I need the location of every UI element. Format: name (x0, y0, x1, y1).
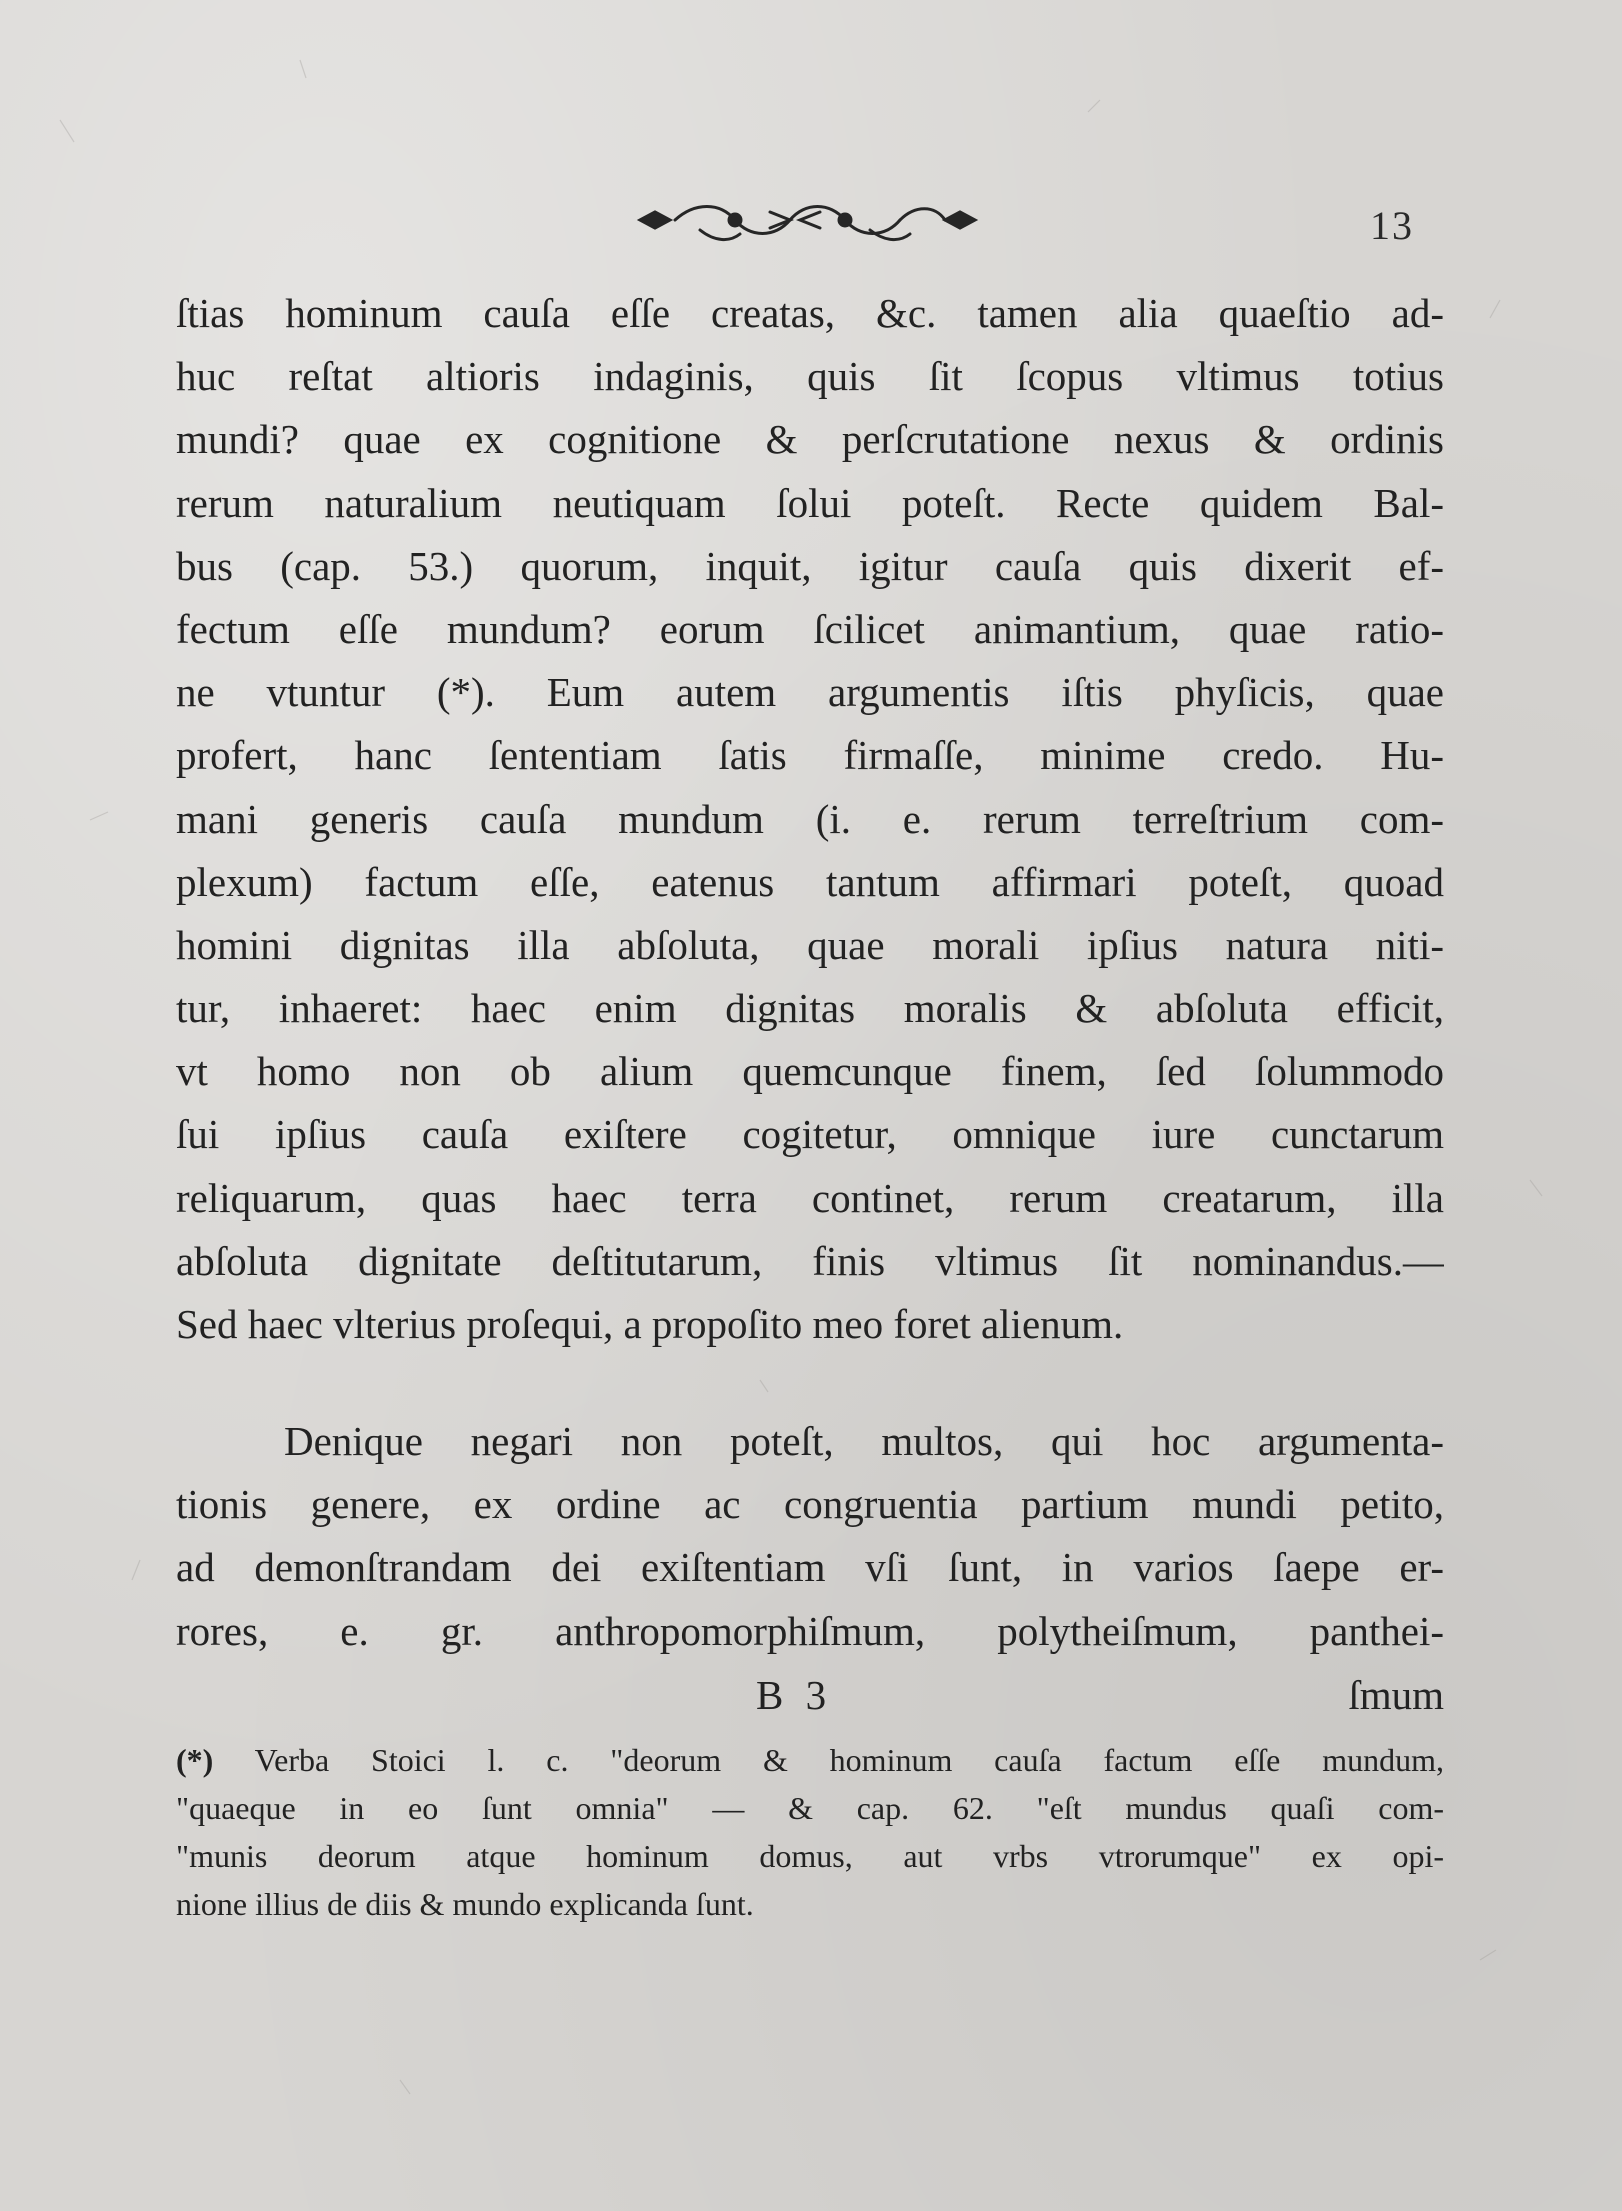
text-line: bus (cap. 53.) quorum, inquit, igitur cauſa quis dixerit ef- (176, 542, 1444, 589)
text-line: Denique negari non poteſt, multos, qui hoc argumenta- (284, 1418, 1444, 1464)
text-line: fectum eſſe mundum? eorum ſcilicet animantium, quae ratio- (176, 605, 1444, 652)
text-line: rerum naturalium neutiquam ſolui poteſt. Recte quidem Bal- (176, 479, 1444, 526)
footnote-marker: (*) (176, 1742, 214, 1778)
text-line: huc reſtat altioris indaginis, quis ſit ſcopus vltimus totius (176, 353, 1444, 400)
paragraph-2 (176, 1410, 1444, 1663)
text-line: ad demonſtrandam dei exiſtentiam vſi ſunt, in varios ſaepe er- (176, 1544, 1444, 1591)
footnote-text: Verba Stoici l. c. "deorum & hominum cauſa factum eſſe mundum, (213, 1742, 1444, 1778)
text-line: rores, e. gr. anthropomorphiſmum, polytheiſmum, panthei- (176, 1607, 1444, 1654)
page-header (0, 180, 1622, 260)
text-line: ſui ipſius cauſa exiſtere cogitetur, omnique iure cunctarum (176, 1111, 1444, 1158)
text-line: ne vtuntur (*). Eum autem argumentis iſtis phyſicis, quae (176, 669, 1444, 716)
footnote-line (176, 1736, 1444, 1784)
text-line: homini dignitas illa abſoluta, quae morali ipſius natura niti- (176, 921, 1444, 968)
text-line: ſtias hominum cauſa eſſe creatas, &c. tamen alia quaeſtio ad- (176, 290, 1444, 336)
text-line: tionis genere, ex ordine ac congruentia partium mundi petito, (176, 1481, 1444, 1528)
text-line: reliquarum, quas haec terra continet, rerum creatarum, illa (176, 1174, 1444, 1221)
text-line: vt homo non ob alium quemcunque finem, ſed ſolummodo (176, 1048, 1444, 1095)
text-line: abſoluta dignitate deſtitutarum, finis vltimus ſit nominandus.— (176, 1237, 1444, 1284)
text-line: mundi? quae ex cognitione & perſcrutatione nexus & ordinis (176, 416, 1444, 463)
printers-ornament-icon (620, 190, 980, 250)
footnote-line: nione illius de diis & mundo explicanda ſunt. (176, 1886, 754, 1922)
text-line: tur, inhaeret: haec enim dignitas moralis & abſoluta efficit, (176, 985, 1444, 1032)
footnote-line: "munis deorum atque hominum domus, aut vrbs vtrorumque" ex opi- (176, 1838, 1444, 1874)
signature-line (176, 1664, 1444, 1727)
text-line: Sed haec vlterius proſequi, a propoſito meo foret alienum. (176, 1301, 1124, 1347)
catchword: ſmum (1348, 1672, 1444, 1718)
signature-mark: B 3 (756, 1672, 833, 1718)
text-line: plexum) factum eſſe, eatenus tantum affirmari poteſt, quoad (176, 858, 1444, 905)
footnote-line: "quaeque in eo ſunt omnia" — & cap. 62. "eſt mundus quaſi com- (176, 1790, 1444, 1826)
page-number: 13 (1370, 203, 1414, 248)
text-line: mani generis cauſa mundum (i. e. rerum terreſtrium com- (176, 795, 1444, 842)
footnote (176, 1736, 1444, 1928)
paragraph-1 (176, 282, 1444, 1356)
text-line: profert, hanc ſententiam ſatis firmaſſe, minime credo. Hu- (176, 732, 1444, 779)
